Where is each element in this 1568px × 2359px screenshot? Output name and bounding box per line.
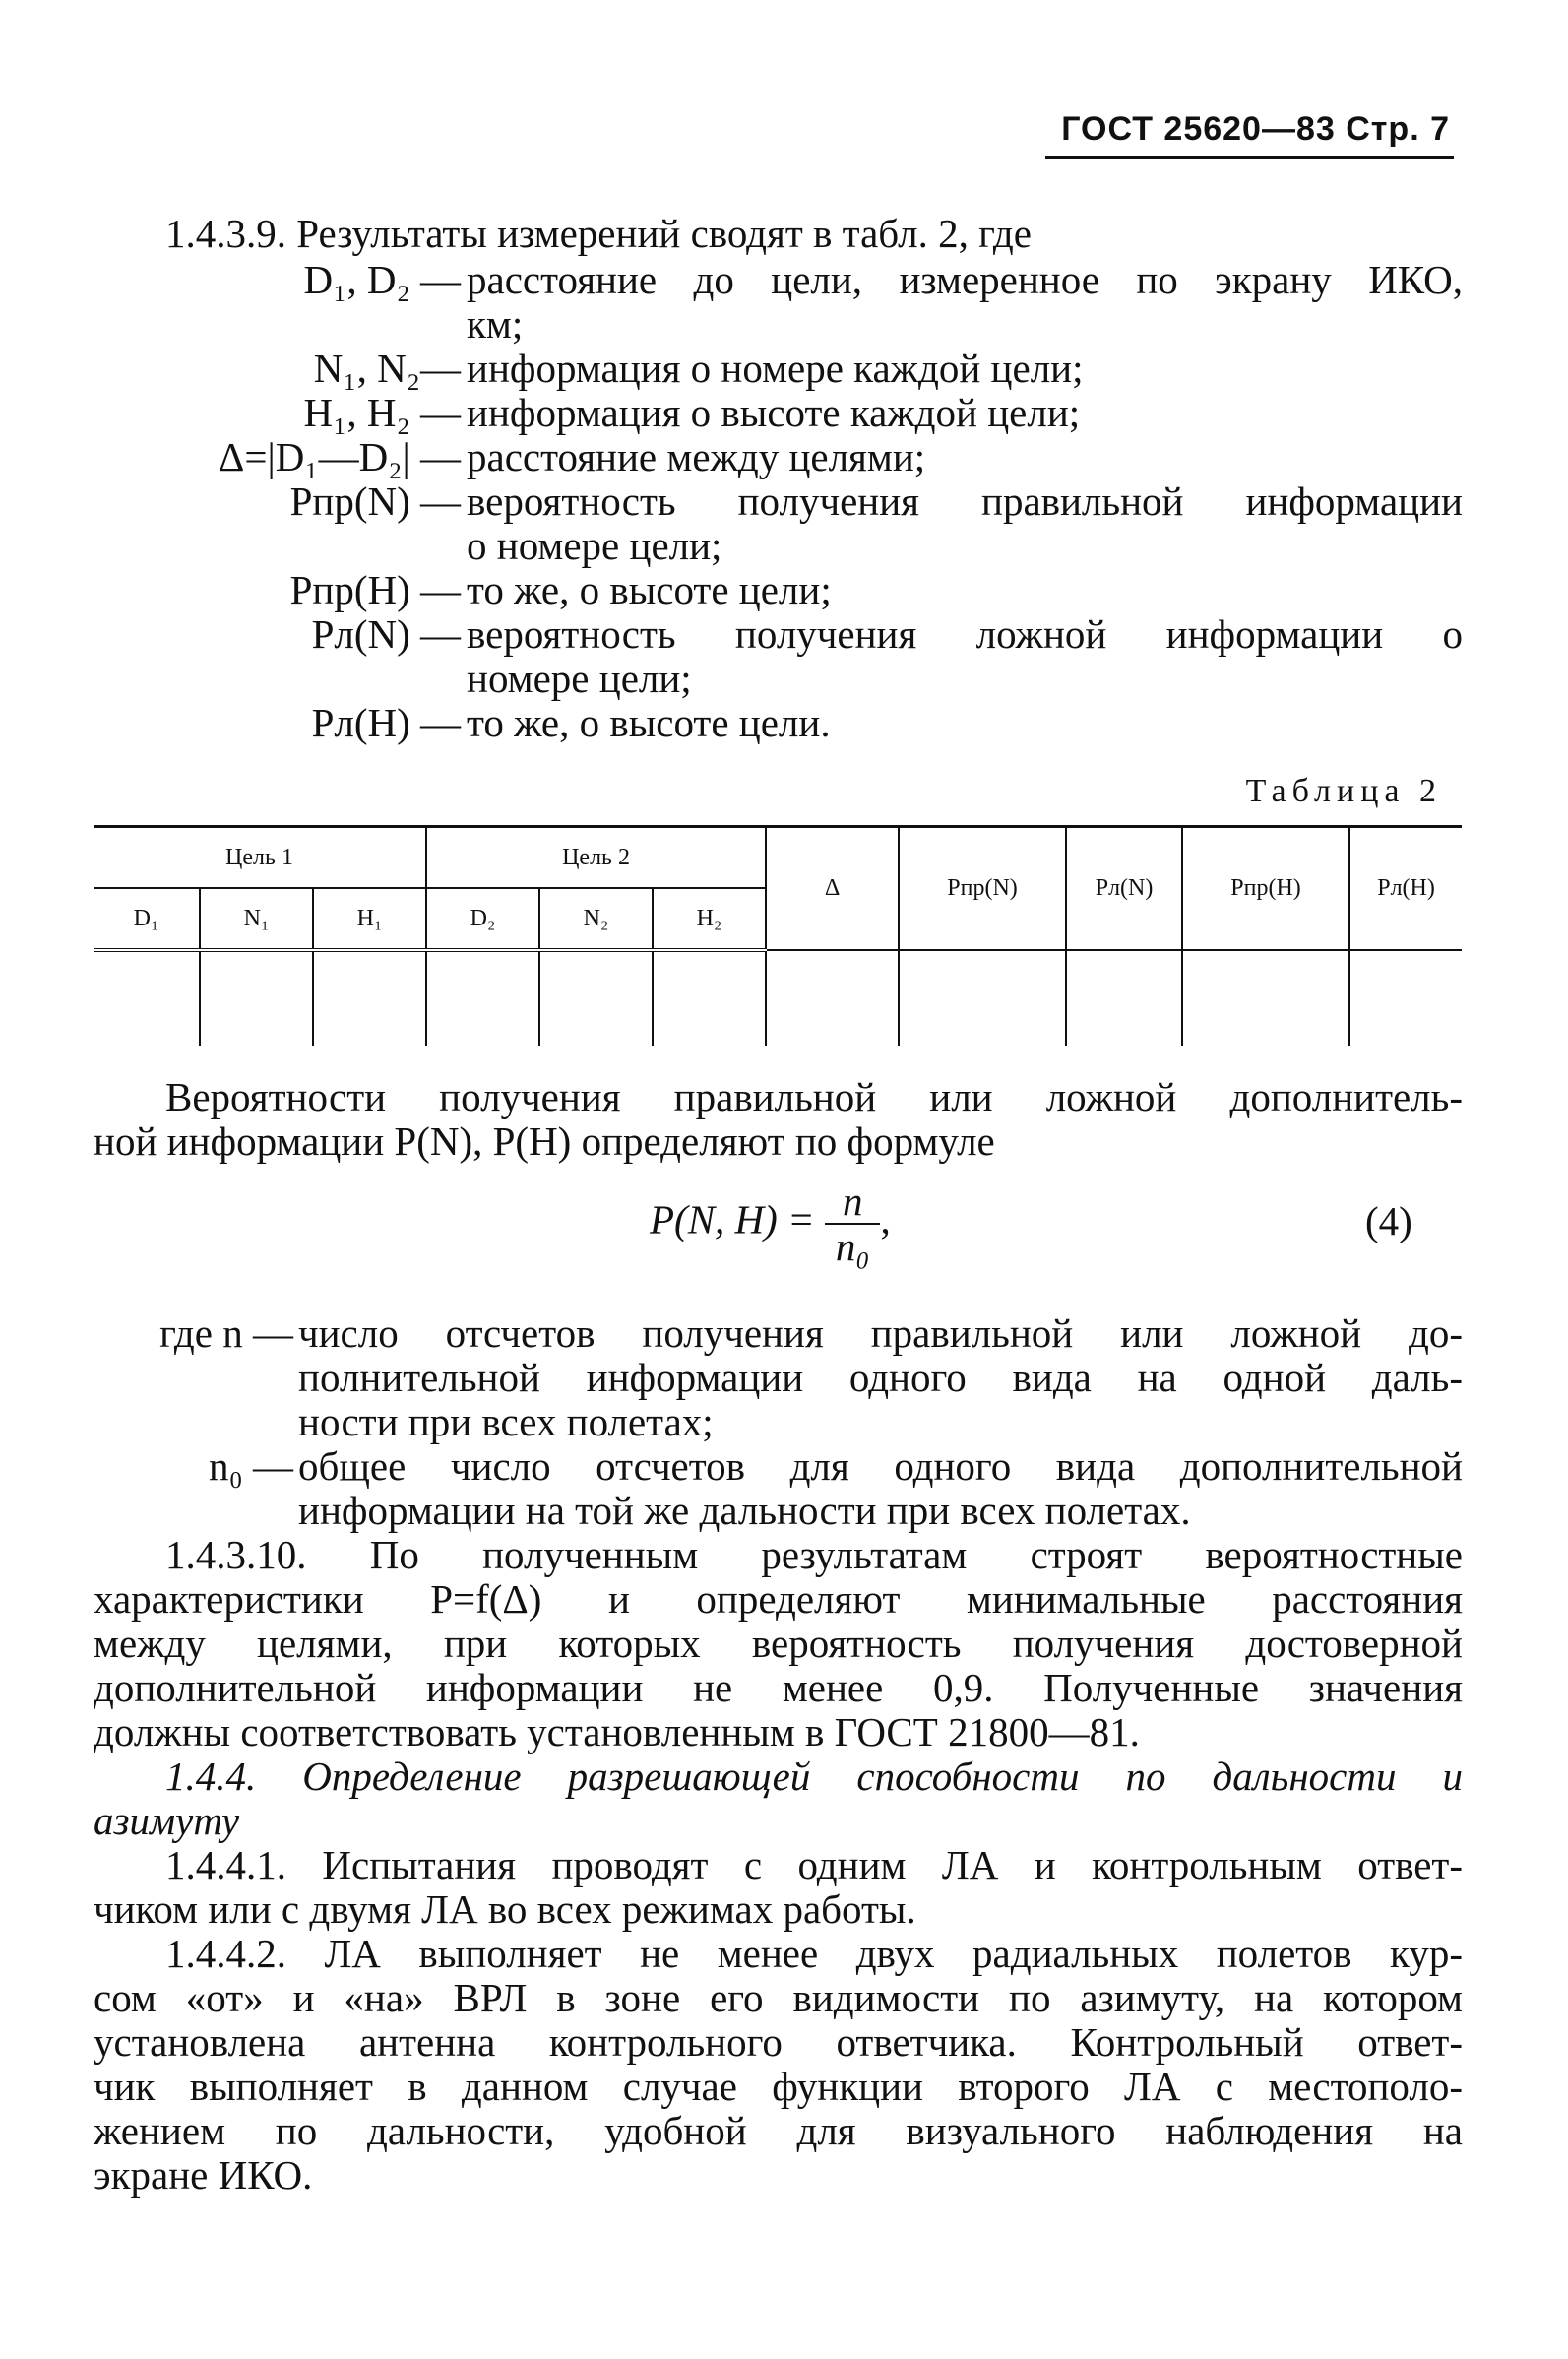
page-header: ГОСТ 25620—83 Стр. 7 bbox=[1061, 110, 1450, 148]
def-term: Δ=|D₁—D₂| — bbox=[219, 434, 461, 479]
table-caption: Таблица 2 bbox=[1245, 773, 1442, 809]
where-def: информации на той же дальности при всех полетах. bbox=[298, 1488, 1191, 1533]
section-heading-1-4-4: 1.4.4. Определение разрешающей способности по дальности и bbox=[165, 1753, 1463, 1799]
table-cell bbox=[539, 950, 653, 1046]
prob-text: Вероятности получения правильной или ложной дополнитель- bbox=[165, 1074, 1463, 1119]
table-header-delta: Δ bbox=[766, 827, 899, 951]
table-cell bbox=[1182, 950, 1349, 1046]
table-header-ppr-n: Pпр(N) bbox=[899, 827, 1066, 951]
formula-number: (4) bbox=[1365, 1198, 1412, 1243]
table-header-d1: D₁ bbox=[94, 888, 200, 950]
section-heading-1-4-4: азимуту bbox=[94, 1798, 240, 1843]
where-def: число отсчетов получения правильной или ложной до- bbox=[298, 1310, 1463, 1356]
table-cell bbox=[1066, 950, 1182, 1046]
table-cell bbox=[200, 950, 313, 1046]
table-header-pl-n: Pл(N) bbox=[1066, 827, 1182, 951]
def-text: вероятность получения ложной информации о bbox=[467, 611, 1463, 657]
table-header-h1: H₁ bbox=[313, 888, 426, 950]
def-text: расстояние до цели, измеренное по экрану ИКО, bbox=[467, 257, 1463, 302]
def-term: D₁, D₂ — bbox=[303, 257, 461, 302]
table-header-h2: H₂ bbox=[653, 888, 766, 950]
where-term: где n — bbox=[159, 1310, 293, 1356]
table-cell bbox=[1349, 950, 1462, 1046]
formula bbox=[650, 1180, 891, 1268]
para-1-4-3-10: должны соответствовать установленным в ГОСТ 21800—81. bbox=[94, 1709, 1140, 1754]
para-1-4-4-2: жением по дальности, удобной для визуального наблюдения на bbox=[94, 2108, 1463, 2153]
para-1-4-3-10: 1.4.3.10. По полученным результатам строят вероятностные bbox=[165, 1532, 1463, 1577]
table-2 bbox=[94, 825, 1462, 1046]
def-text: то же, о высоте цели; bbox=[467, 567, 832, 612]
def-text: вероятность получения правильной информации bbox=[467, 478, 1463, 524]
formula-denominator: n₀ bbox=[835, 1224, 870, 1269]
formula-lhs: P(N, H) = bbox=[650, 1196, 815, 1243]
def-text: расстояние между целями; bbox=[467, 434, 926, 479]
def-term: N₁, N₂— bbox=[313, 346, 461, 391]
table-header-pl-h: Pл(H) bbox=[1349, 827, 1462, 951]
prob-text: ной информации P(N), P(H) определяют по формуле bbox=[94, 1118, 995, 1164]
def-term: H₁, H₂ — bbox=[303, 390, 461, 435]
para-1-4-3-10: между целями, при которых вероятность получения достоверной bbox=[94, 1621, 1463, 1666]
table-header-n2: N₂ bbox=[539, 888, 653, 950]
para-1-4-4-2: 1.4.4.2. ЛА выполняет не менее двух радиальных полетов кур- bbox=[165, 1931, 1463, 1976]
table-cell bbox=[94, 950, 200, 1046]
table-header-d2: D₂ bbox=[426, 888, 539, 950]
para-1-4-4-2: чик выполняет в данном случае функции второго ЛА с местополо- bbox=[94, 2064, 1463, 2109]
table-cell bbox=[899, 950, 1066, 1046]
para-1-4-4-1: чиком или с двумя ЛА во всех режимах работы. bbox=[94, 1886, 916, 1932]
formula-comma: , bbox=[880, 1196, 891, 1243]
table-header-ppr-h: Pпр(H) bbox=[1182, 827, 1349, 951]
table-cell bbox=[766, 950, 899, 1046]
formula-numerator: n bbox=[825, 1180, 881, 1225]
table-cell bbox=[653, 950, 766, 1046]
def-term: Pл(N) — bbox=[311, 611, 461, 657]
header-rule bbox=[1045, 156, 1454, 159]
def-text: информация о номере каждой цели; bbox=[467, 346, 1084, 391]
table-header-n1: N₁ bbox=[200, 888, 313, 950]
para-1-4-4-2: установлена антенна контрольного ответчика. Контрольный ответ- bbox=[94, 2019, 1463, 2065]
def-term: Pл(H) — bbox=[311, 700, 461, 745]
where-def: ности при всех полетах; bbox=[298, 1399, 714, 1444]
para-1-4-4-1: 1.4.4.1. Испытания проводят с одним ЛА и контрольным ответ- bbox=[165, 1842, 1463, 1887]
where-def: общее число отсчетов для одного вида дополнительной bbox=[298, 1443, 1463, 1489]
def-term: Pпр(N) — bbox=[289, 478, 461, 524]
para-1-4-3-9: 1.4.3.9. Результаты измерений сводят в табл. 2, где bbox=[165, 211, 1032, 256]
table-cell bbox=[313, 950, 426, 1046]
def-text: информация о высоте каждой цели; bbox=[467, 390, 1081, 435]
def-text-cont: о номере цели; bbox=[467, 523, 722, 568]
para-1-4-4-2: сом «от» и «на» ВРЛ в зоне его видимости по азимуту, на котором bbox=[94, 1975, 1463, 2020]
table-cell bbox=[426, 950, 539, 1046]
para-1-4-3-10: характеристики P=f(Δ) и определяют минимальные расстояния bbox=[94, 1576, 1463, 1622]
formula-fraction bbox=[825, 1180, 881, 1268]
where-term: n₀ — bbox=[208, 1443, 293, 1489]
where-def: полнительной информации одного вида на одной даль- bbox=[298, 1355, 1463, 1400]
def-text-cont: км; bbox=[467, 301, 524, 347]
def-text-cont: номере цели; bbox=[467, 656, 692, 701]
table-header-group-2: Цель 2 bbox=[426, 827, 766, 889]
table-header-group-1: Цель 1 bbox=[94, 827, 426, 889]
table-row bbox=[94, 950, 1462, 1046]
def-text: то же, о высоте цели. bbox=[467, 700, 831, 745]
para-1-4-4-2: экране ИКО. bbox=[94, 2152, 313, 2198]
para-1-4-3-10: дополнительной информации не менее 0,9. Полученные значения bbox=[94, 1665, 1463, 1710]
def-term: Pпр(H) — bbox=[289, 567, 461, 612]
